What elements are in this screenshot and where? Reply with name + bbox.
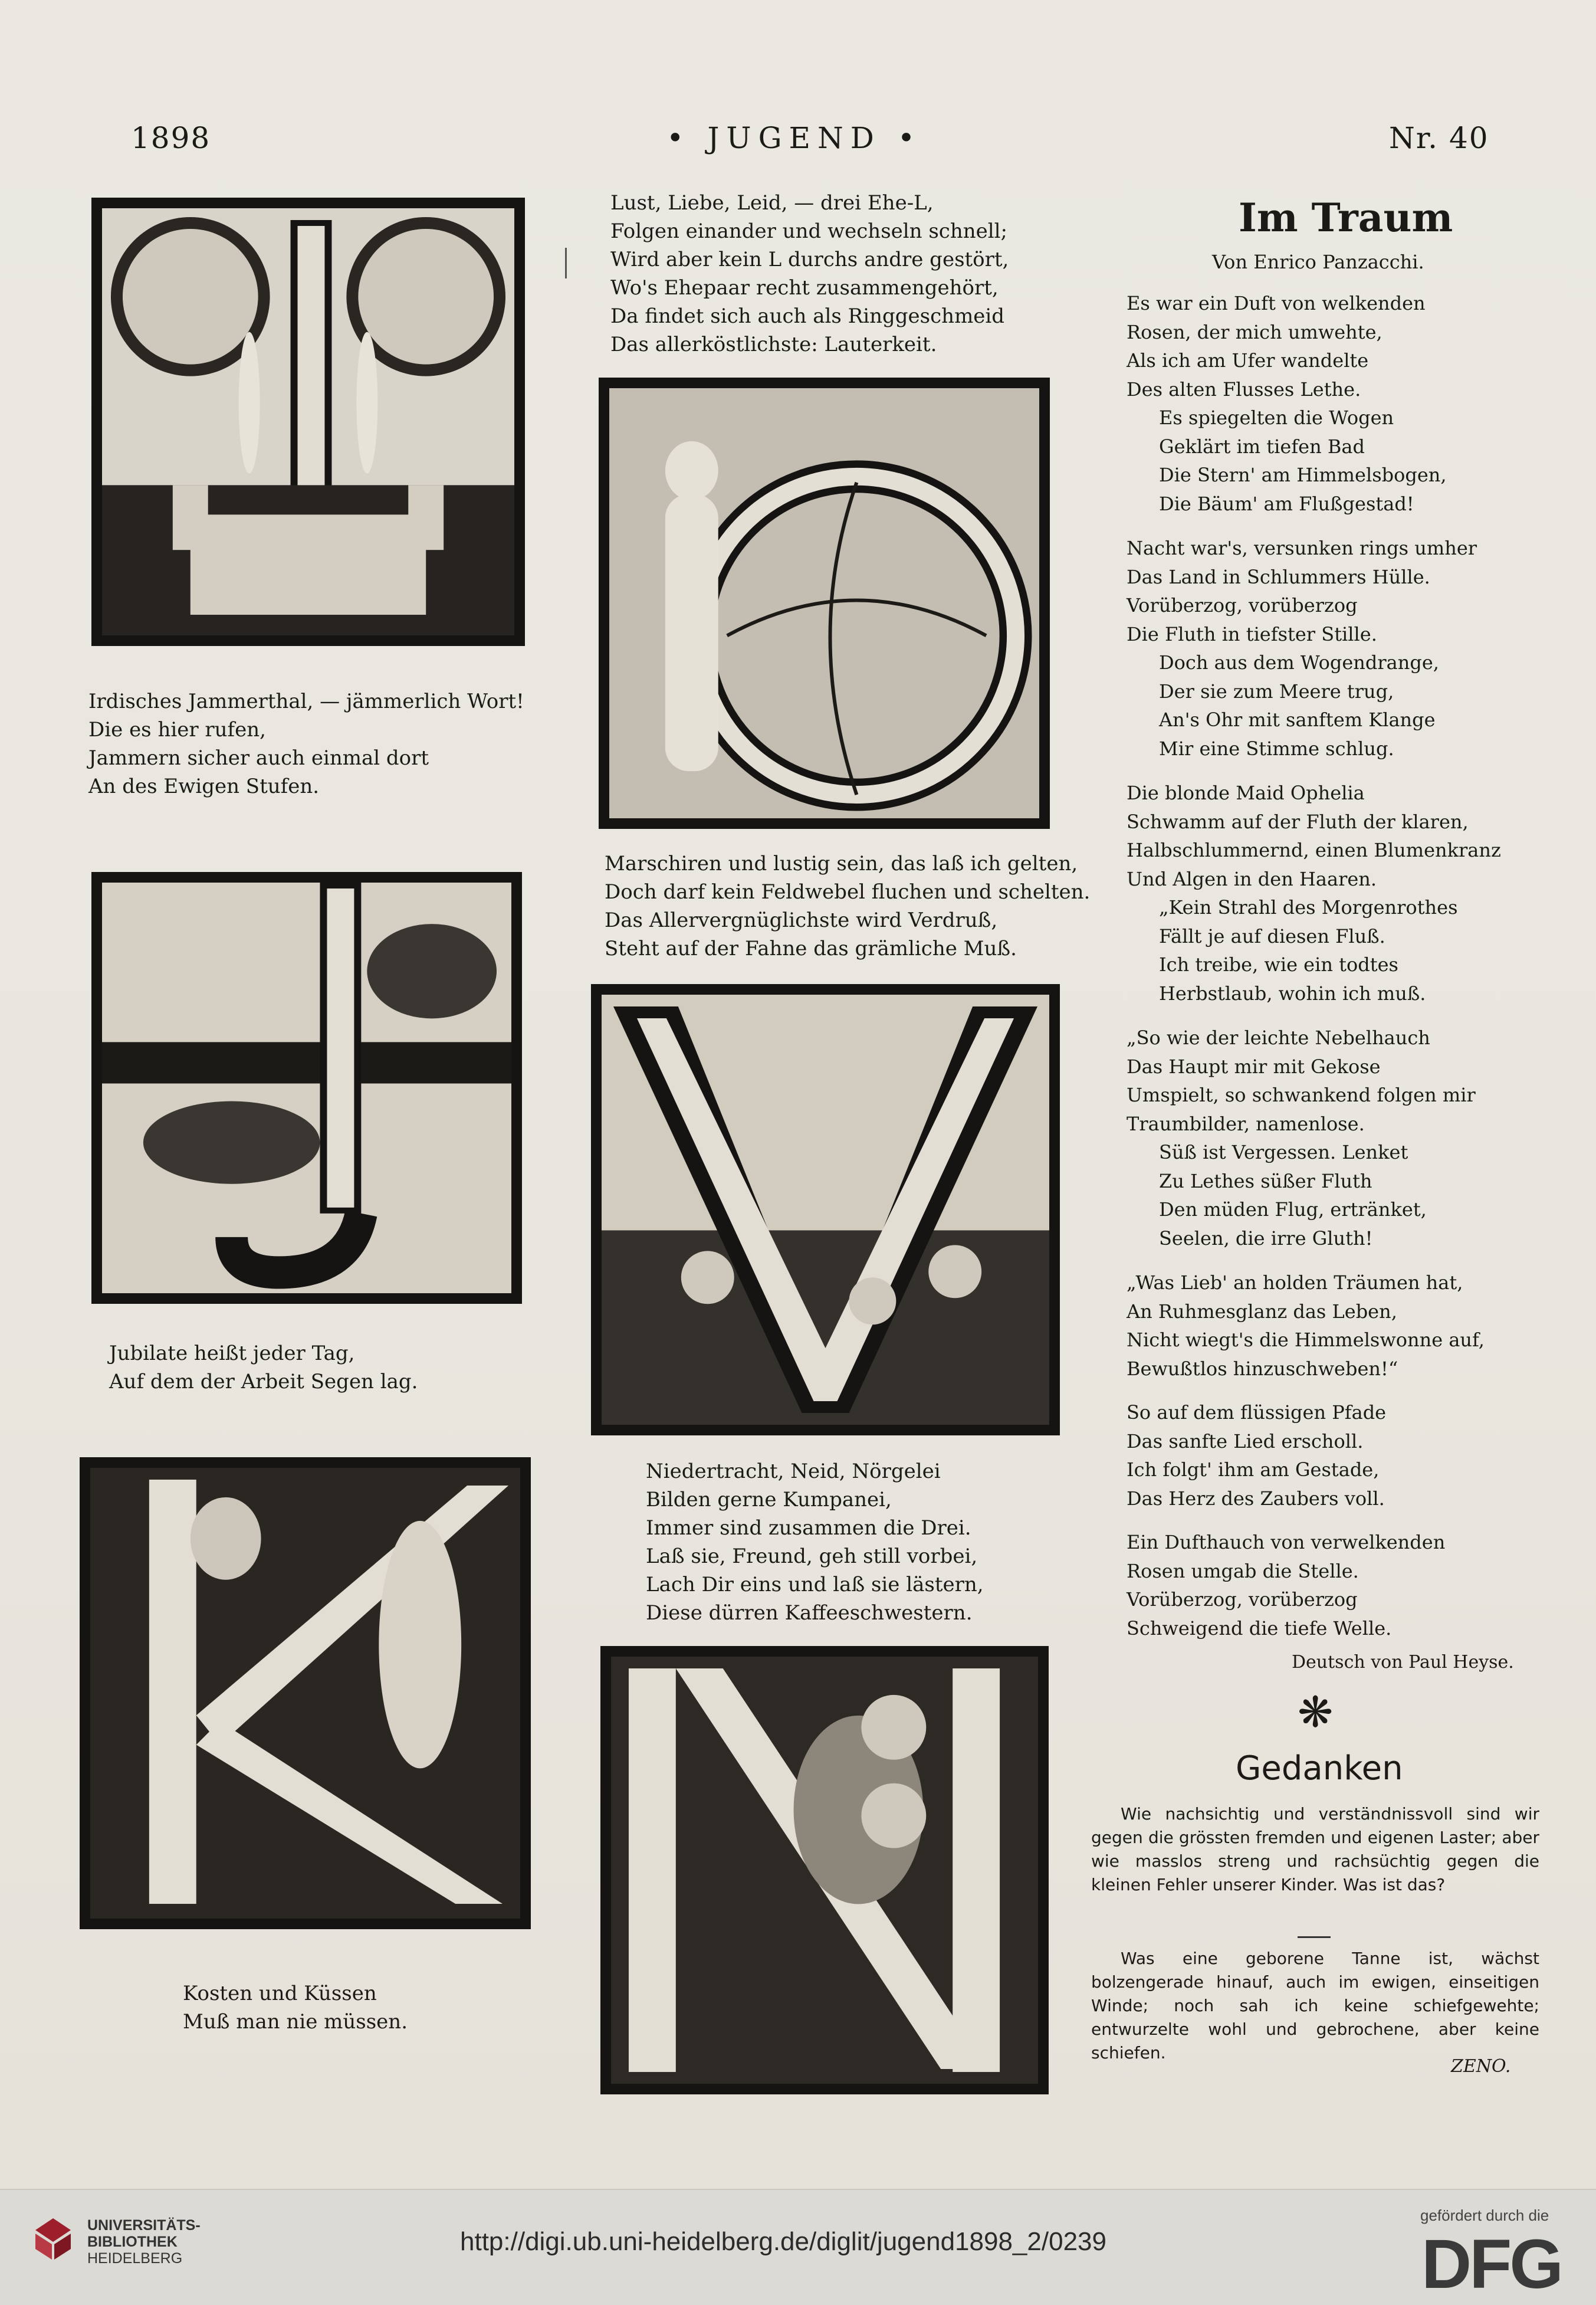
poem-line: „Was Lieb' an holden Träumen hat,: [1127, 1271, 1463, 1294]
caption-line: Doch darf kein Feldwebel fluchen und schelten.: [605, 880, 1091, 904]
labourers-illustration: [102, 883, 511, 1293]
poem-line: Schweigend die tiefe Welle.: [1127, 1617, 1392, 1640]
poem-stanza: [1127, 289, 1447, 518]
poem-line: An Ruhmesglanz das Leben,: [1127, 1300, 1397, 1323]
caption-initial-o: [605, 850, 1090, 963]
poem-stanza: [1127, 1398, 1386, 1513]
initial-o-woodcut: [599, 378, 1050, 829]
initial-n-woodcut: [600, 1646, 1049, 2094]
caption-line: Das Allervergnüglichste wird Verdruß,: [605, 909, 998, 932]
poem-line: „So wie der leichte Nebelhauch: [1127, 1027, 1430, 1049]
poem-line: Der sie zum Meere trug,: [1159, 680, 1394, 703]
poem-line: Fällt je auf diesen Fluß.: [1159, 924, 1385, 947]
caption-line: Jubilate heißt jeder Tag,: [109, 1342, 355, 1365]
caption-line: An des Ewigen Stufen.: [88, 775, 320, 798]
poem-line: Herbstlaub, wohin ich muß.: [1159, 982, 1426, 1005]
poem-line: Nicht wiegt's die Himmelswonne auf,: [1127, 1329, 1485, 1351]
garden-of-eden-illustration: [102, 208, 514, 635]
caption-line: Diese dürren Kaffeeschwestern.: [646, 1601, 973, 1625]
poem-line: Die Bäum' am Flußgestad!: [1159, 492, 1414, 515]
caption-line: Folgen einander und wechseln schnell;: [610, 219, 1007, 243]
poem-line: Es spiegelten die Wogen: [1159, 406, 1394, 429]
poem-line: Als ich am Ufer wandelte: [1127, 349, 1369, 372]
initial-k-woodcut: [80, 1457, 531, 1929]
poem-line: Des alten Flusses Lethe.: [1127, 378, 1361, 401]
poem-line: Das Land in Schlummers Hülle.: [1127, 565, 1430, 588]
header-year: 1898: [131, 121, 211, 155]
caption-line: Steht auf der Fahne das grämliche Muß.: [605, 937, 1017, 960]
header-title: • JUGEND •: [666, 121, 922, 155]
permalink-url[interactable]: http://digi.ub.uni-heidelberg.de/diglit/jugend1898_2/0239: [460, 2227, 1106, 2256]
poem-line: Süß ist Vergessen. Lenket: [1159, 1141, 1408, 1163]
caption-line: Wo's Ehepaar recht zusammengehört,: [610, 276, 999, 300]
poem-stanza: [1127, 1268, 1485, 1383]
caption-line: Lust, Liebe, Leid, — drei Ehe-L,: [610, 191, 934, 215]
poem-line: Ich treibe, wie ein todtes: [1159, 953, 1398, 976]
caption-line: Kosten und Küssen: [183, 1982, 377, 2005]
poem-line: Umspielt, so schwankend folgen mir: [1127, 1084, 1476, 1106]
caption-line: Die es hier rufen,: [88, 718, 266, 742]
figures-with-k-illustration: [90, 1468, 520, 1919]
poem-line: Es war ein Duft von welkenden: [1127, 292, 1426, 314]
caption-line: Bilden gerne Kumpanei,: [646, 1488, 892, 1511]
thoughts-title: Gedanken: [1236, 1749, 1403, 1788]
poem-line: Halbschlummernd, einen Blumenkranz: [1127, 839, 1501, 861]
library-name-line: UNIVERSITÄTS-: [87, 2217, 201, 2234]
poem-stanza: [1127, 534, 1477, 763]
caption-initial-i: [88, 687, 524, 801]
caption-initial-j: [109, 1339, 418, 1396]
poem-line: Seelen, die irre Gluth!: [1159, 1227, 1373, 1250]
poem-title: Im Traum: [1239, 195, 1453, 241]
caption-line: Immer sind zusammen die Drei.: [646, 1516, 971, 1540]
header-issue: Nr. 40: [1389, 121, 1489, 155]
caption-initial-k: [183, 1979, 408, 2036]
thoughts-paragraph-1: Wie nachsichtig und verständnissvoll sind wir gegen die grössten fremden und eigenen Laster; aber wie masslos streng und rachsüchtig gegen die kleinen Fehler unserer Kinder. Was ist das?: [1091, 1804, 1539, 1894]
caption-line: Irdisches Jammerthal, — jämmerlich Wort!: [88, 690, 524, 713]
poem-line: Traumbilder, namenlose.: [1127, 1112, 1365, 1135]
caption-line: Auf dem der Arbeit Segen lag.: [109, 1370, 418, 1394]
poem-line: Schwamm auf der Fluth der klaren,: [1127, 810, 1469, 833]
poem-line: Das Haupt mir mit Gekose: [1127, 1055, 1381, 1078]
caption-line: Da findet sich auch als Ringgeschmeid: [610, 304, 1005, 328]
column-rule: [565, 248, 567, 278]
poem-stanza: [1127, 1528, 1445, 1642]
asterism-ornament: ❋: [1298, 1687, 1334, 1737]
poem-line: An's Ohr mit sanftem Klange: [1159, 709, 1436, 731]
poem-stanza: [1127, 779, 1501, 1008]
caption-initial-v: [646, 1457, 984, 1627]
poem-line: Das Herz des Zaubers voll.: [1127, 1487, 1385, 1510]
poem-line: Rosen, der mich umwehte,: [1127, 320, 1382, 343]
poem-line: Vorüberzog, vorüberzog: [1127, 1588, 1358, 1611]
poem-line: Bewußtlos hinzuschweben!“: [1127, 1357, 1398, 1380]
initial-i-woodcut: [91, 198, 525, 646]
poem-line: Die Fluth in tiefster Stille.: [1127, 622, 1377, 645]
thoughts-divider: [1298, 1936, 1331, 1938]
caption-line: Laß sie, Freund, geh still vorbei,: [646, 1545, 978, 1568]
initial-j-woodcut: [91, 872, 522, 1304]
library-name-line: BIBLIOTHEK: [87, 2234, 178, 2250]
library-name-line: HEIDELBERG: [87, 2250, 183, 2267]
funding-caption: gefördert durch die: [1420, 2206, 1549, 2224]
poem-line: Ich folgt' ihm am Gestade,: [1127, 1458, 1380, 1481]
library-name: [87, 2217, 201, 2267]
poem-line: Nacht war's, versunken rings umher: [1127, 537, 1477, 559]
caption-line: Das allerköstlichste: Lauterkeit.: [610, 333, 937, 356]
caption-line: Wird aber kein L durchs andre gestört,: [610, 248, 1009, 271]
thoughts-paragraph-2: Was eine geborene Tanne ist, wächst bolzengerade hinauf, auch im ewigen, einseitigen Winde; noch sah ich keine schiefgewehte; entwurzelte wohl und gebrochene, aber keine schiefen.: [1091, 1949, 1539, 2063]
poem-line: Vorüberzog, vorüberzog: [1127, 594, 1358, 617]
poem-line: Mir eine Stimme schlug.: [1159, 737, 1394, 760]
winged-creature-illustration: [611, 1657, 1038, 2084]
poem-line: Die Stern' am Himmelsbogen,: [1159, 464, 1447, 486]
dfg-logo: DFG: [1421, 2225, 1562, 2303]
caption-line: Jammern sicher auch einmal dort: [88, 746, 429, 770]
poem-line: Und Algen in den Haaren.: [1127, 867, 1377, 890]
thoughts-signature: ZENO.: [1451, 2056, 1511, 2077]
caption-line: Marschiren und lustig sein, das laß ich gelten,: [605, 852, 1078, 876]
poem-line: Ein Dufthauch von verwelkenden: [1127, 1531, 1446, 1553]
caption-line: Lach Dir eins und laß sie lästern,: [646, 1573, 984, 1596]
poem-line: Doch aus dem Wogendrange,: [1159, 651, 1439, 674]
caption-line: Muß man nie müssen.: [183, 2010, 408, 2034]
caption-initial-l: [610, 189, 1009, 359]
poem-line: „Kein Strahl des Morgenrothes: [1159, 896, 1458, 919]
poem-line: So auf dem flüssigen Pfade: [1127, 1401, 1387, 1424]
poem-line: Rosen umgab die Stelle.: [1127, 1559, 1359, 1582]
initial-v-woodcut: [591, 984, 1060, 1435]
poem-line: Geklärt im tiefen Bad: [1159, 435, 1365, 458]
poem-line: Den müden Flug, ertränket,: [1159, 1198, 1427, 1221]
poem-author: Von Enrico Panzacchi.: [1212, 251, 1424, 273]
poem-line: Zu Lethes süßer Fluth: [1159, 1169, 1372, 1192]
poem-translator: Deutsch von Paul Heyse.: [1292, 1652, 1514, 1673]
university-library-logo-icon: [35, 2218, 71, 2260]
figure-with-serpent-illustration: [609, 388, 1039, 818]
crowd-illustration: [602, 995, 1049, 1425]
poem-line: Die blonde Maid Ophelia: [1127, 782, 1365, 804]
poem-line: Das sanfte Lied erscholl.: [1127, 1429, 1364, 1452]
caption-line: Niedertracht, Neid, Nörgelei: [646, 1460, 941, 1483]
poem-stanza: [1127, 1024, 1476, 1252]
